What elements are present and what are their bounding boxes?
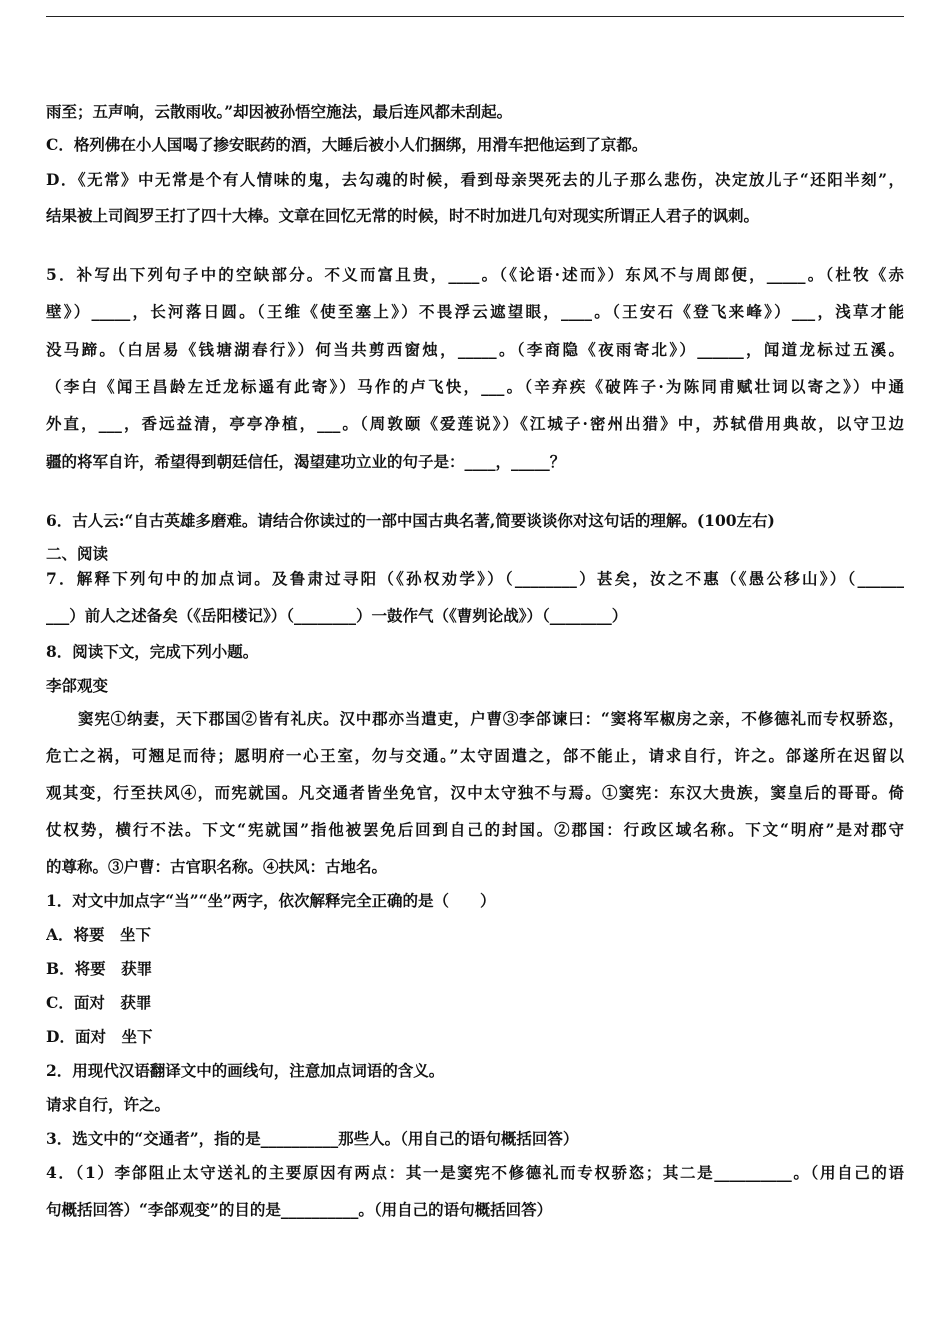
option-c: C．格列佛在小人国喝了掺安眠药的酒，大睡后被小人们捆绑，用滑车把他运到了京都。: [46, 135, 648, 154]
subquestion-1: 1．对文中加点字“当”“坐”两字，依次解释完全正确的是（ ）: [46, 891, 496, 910]
choice-c: C．面对 获罪: [46, 993, 152, 1012]
header-rule: [46, 16, 904, 17]
passage-line: 观其变，行至扶风④，而宪就国。凡交通者皆坐免官，汉中太守独不与焉。①窦宪：东汉大贵族，窦皇后的哥哥。倚: [46, 783, 904, 802]
passage-line: 的尊称。③户曹：古官职名称。④扶风：古地名。: [46, 857, 388, 876]
text-line: 壁》）_____，长河落日圆。（王维《使至塞上》）不畏浮云遮望眼，____。（王安石《登飞来峰》）___，浅草才能: [46, 302, 904, 321]
text-line: 外直，___，香远益清，亭亭净植，___。（周敦颐《爱莲说》）《江城子·密州出猎》中，苏轼借用典故，以守卫边: [46, 414, 904, 433]
question-6: 6．古人云:“自古英雄多磨难。请结合你读过的一部中国古典名著,简要谈谈你对这句话的理解。(100左右): [46, 511, 775, 530]
choice-d: D．面对 坐下: [46, 1027, 153, 1046]
subquestion-2: 2．用现代汉语翻译文中的画线句，注意加点词语的含义。: [46, 1061, 445, 1080]
text-line: ___）前人之述备矣（《岳阳楼记》）（________）一鼓作气（《曹刿论战》）（________）: [46, 606, 628, 625]
text-line: 结果被上司阎罗王打了四十大棒。文章在回忆无常的时候，时不时加进几句对现实所谓正人君子的讽刺。: [46, 206, 760, 225]
choice-b: B．将要 获罪: [46, 959, 153, 978]
text-line: 没马蹄。（白居易《钱塘湖春行》）何当共剪西窗烛，_____。（李商隐《夜雨寄北》）______，闻道龙标过五溪。: [46, 340, 904, 359]
option-d: D．《无常》中无常是个有人情味的鬼，去勾魂的时候，看到母亲哭死去的儿子那么悲伤，决定放儿子“还阳半刻”，: [46, 170, 904, 189]
choice-a: A．将要 坐下: [46, 925, 152, 944]
text-line: 疆的将军自许，希望得到朝廷信任，渴望建功立业的句子是：____，_____？: [46, 452, 566, 471]
passage-line: 危亡之祸，可翘足而待；愿明府一心王室，勿与交通。”太守固遣之，郃不能止，请求自行，许之。郃遂所在迟留以: [46, 746, 904, 765]
subquestion-4: 4．（1）李郃阻止太守送礼的主要原因有两点：其一是窦宪不修德礼而专权骄恣；其二是__________。（用自己的语: [46, 1163, 904, 1182]
subquestion-3: 3．选文中的“交通者”，指的是__________那些人。（用自己的语句概括回答）: [46, 1129, 579, 1148]
passage-line: 仗权势，横行不法。下文“宪就国”指他被罢免后回到自己的封国。②郡国：行政区域名称。下文“明府”是对郡守: [46, 820, 904, 839]
question-7: 7．解释下列句中的加点词。及鲁肃过寻阳（《孙权劝学》）（________）甚矣，汝之不惠（《愚公移山》）（______: [46, 569, 904, 588]
passage-line: 窦宪①纳妻，天下郡国②皆有礼庆。汉中郡亦当遣吏，户曹③李郃谏曰：“窦将军椒房之亲，不修德礼而专权骄恣，: [78, 709, 904, 728]
text-line: 请求自行，许之。: [46, 1095, 171, 1114]
text-line: 雨至；五声响，云散雨收。”却因被孙悟空施法，最后连风都未刮起。: [46, 102, 513, 121]
section-heading: 二、阅读: [46, 544, 109, 563]
text-line: （李白《闻王昌龄左迁龙标遥有此寄》）马作的卢飞快，___。（辛弃疾《破阵子·为陈同甫赋壮词以寄之》）中通: [46, 377, 904, 396]
text-line: 句概括回答）“李郃观变”的目的是__________。（用自己的语句概括回答）: [46, 1200, 553, 1219]
question-5: 5．补写出下列句子中的空缺部分。不义而富且贵，____。（《论语·述而》）东风不与周郎便，_____。（杜牧《赤: [46, 265, 904, 284]
question-8: 8．阅读下文，完成下列小题。: [46, 642, 259, 661]
passage-title: 李郃观变: [46, 676, 109, 695]
